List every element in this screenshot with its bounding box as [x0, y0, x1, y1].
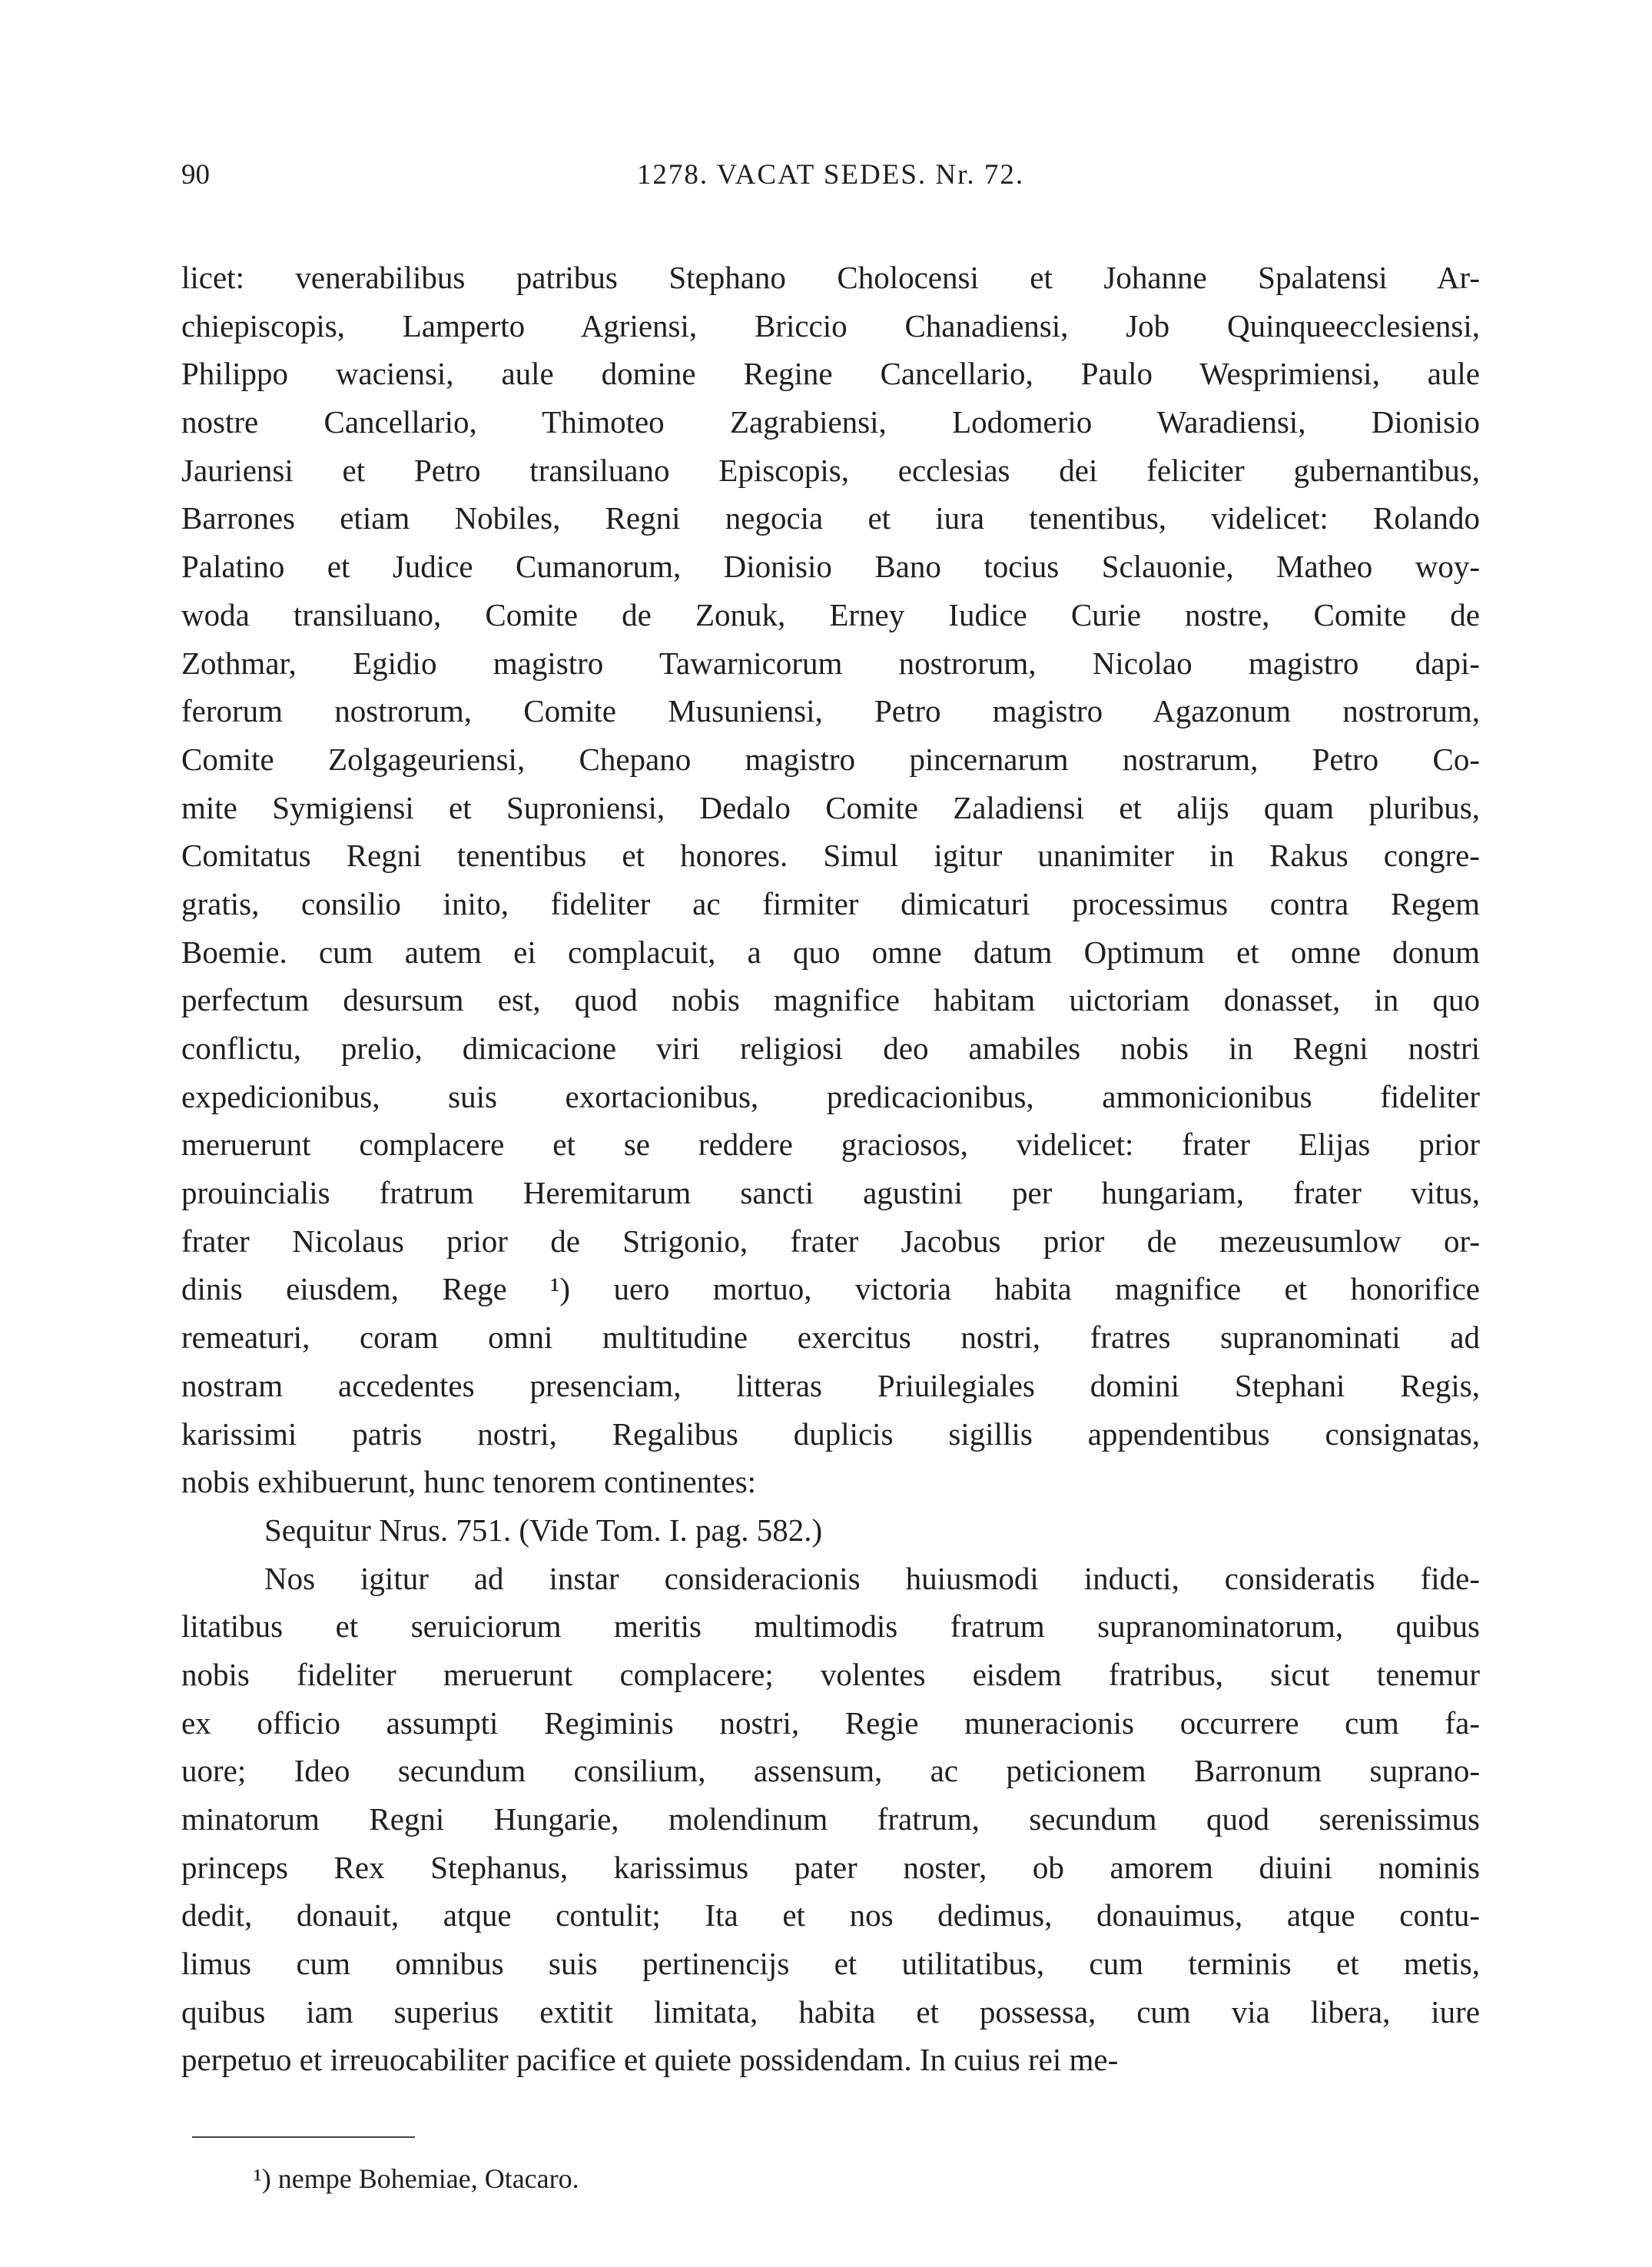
- text-line: Palatino et Judice Cumanorum, Dionisio Bano tocius Sclauonie, Matheo woy-: [181, 549, 1480, 585]
- text-line: ex officio assumpti Regiminis nostri, Regie muneracionis occurrere cum fa-: [181, 1704, 1480, 1741]
- text-line: licet: venerabilibus patribus Stephano Cholocensi et Johanne Spalatensi Ar-: [181, 260, 1480, 295]
- page-body: [181, 254, 1480, 2084]
- text-line: prouincialis fratrum Heremitarum sancti agustini per hungariam, frater vitus,: [181, 1175, 1480, 1211]
- footnote: ¹) nempe Bohemiae, Otacaro.: [254, 2163, 579, 2194]
- text-line: perpetuo et irreuocabiliter pacifice et quiete possidendam. In cuius rei me-: [181, 2042, 1119, 2078]
- text-line: limus cum omnibus suis pertinencijs et utilitatibus, cum terminis et metis,: [181, 1946, 1480, 1982]
- text-line: quibus iam superius extitit limitata, habita et possessa, cum via libera, iure: [181, 1993, 1480, 2030]
- text-line: Boemie. cum autem ei complacuit, a quo omne datum Optimum et omne donum: [181, 934, 1480, 970]
- text-line: frater Nicolaus prior de Strigonio, frater Jacobus prior de mezeusumlow or-: [181, 1223, 1480, 1259]
- paragraph-charter-intro: [181, 254, 1480, 1506]
- text-line: Zothmar, Egidio magistro Tawarnicorum nostrorum, Nicolao magistro dapi-: [181, 645, 1480, 681]
- paragraph-donation: [181, 1555, 1480, 2085]
- text-line: dinis eiusdem, Rege ¹) uero mortuo, victoria habita magnifice et honorifice: [181, 1271, 1480, 1307]
- text-line: mite Symigiensi et Suproniensi, Dedalo Comite Zaladiensi et alijs quam pluribus,: [181, 789, 1480, 825]
- running-title: 1278. VACAT SEDES. Nr. 72.: [636, 159, 1025, 191]
- text-line: expedicionibus, suis exortacionibus, predicacionibus, ammonicionibus fideliter: [181, 1078, 1480, 1114]
- text-line: chiepiscopis, Lamperto Agriensi, Briccio Chanadiensi, Job Quinqueecclesiensi,: [181, 307, 1480, 344]
- page-header: [181, 158, 1480, 212]
- sequitur-line: Sequitur Nrus. 751. (Vide Tom. I. pag. 582.): [264, 1512, 823, 1548]
- text-line: litatibus et seruiciorum meritis multimodis fratrum supranominatorum, quibus: [181, 1608, 1480, 1645]
- text-line: nostre Cancellario, Thimoteo Zagrabiensi, Lodomerio Waradiensi, Dionisio: [181, 404, 1480, 440]
- text-line: gratis, consilio inito, fideliter ac firmiter dimicaturi processimus contra Regem: [181, 885, 1480, 921]
- text-line: ferorum nostrorum, Comite Musuniensi, Petro magistro Agazonum nostrorum,: [181, 693, 1480, 729]
- text-line: meruerunt complacere et se reddere graciosos, videlicet: frater Elijas prior: [181, 1127, 1480, 1163]
- text-line: perfectum desursum est, quod nobis magnifice habitam uictoriam donasset, in quo: [181, 982, 1480, 1018]
- text-line: Barrones etiam Nobiles, Regni negocia et iura tenentibus, videlicet: Rolando: [181, 500, 1480, 536]
- text-line: Nos igitur ad instar consideracionis huiusmodi inducti, consideratis fide-: [264, 1560, 1480, 1596]
- text-line: Comitatus Regni tenentibus et honores. Simul igitur unanimiter in Rakus congre-: [181, 838, 1480, 874]
- text-line: woda transiluano, Comite de Zonuk, Erney Iudice Curie nostre, Comite de: [181, 596, 1480, 632]
- footnote-rule: [192, 2136, 415, 2138]
- text-line: princeps Rex Stephanus, karissimus pater noster, ob amorem diuini nominis: [181, 1849, 1480, 1885]
- page-number: 90: [181, 159, 210, 191]
- text-line: Comite Zolgageuriensi, Chepano magistro pincernarum nostrarum, Petro Co-: [181, 741, 1480, 777]
- text-line: karissimi patris nostri, Regalibus duplicis sigillis appendentibus consignatas,: [181, 1416, 1480, 1452]
- text-line: uore; Ideo secundum consilium, assensum, ac peticionem Barronum suprano-: [181, 1753, 1480, 1789]
- text-line: remeaturi, coram omni multitudine exercitus nostri, fratres supranominati ad: [181, 1319, 1480, 1356]
- text-line: conflictu, prelio, dimicacione viri religiosi deo amabiles nobis in Regni nostri: [181, 1031, 1480, 1066]
- text-line: minatorum Regni Hungarie, molendinum fratrum, secundum quod serenissimus: [181, 1801, 1480, 1837]
- text-line: nobis fideliter meruerunt complacere; volentes eisdem fratribus, sicut tenemur: [181, 1656, 1480, 1692]
- text-line: Philippo waciensi, aule domine Regine Cancellario, Paulo Wesprimiensi, aule: [181, 356, 1480, 392]
- text-line: nobis exhibuerunt, hunc tenorem continentes:: [181, 1464, 757, 1500]
- text-line: nostram accedentes presenciam, litteras Priuilegiales domini Stephani Regis,: [181, 1367, 1480, 1403]
- text-line: dedit, donauit, atque contulit; Ita et nos dedimus, donauimus, atque contu-: [181, 1897, 1480, 1933]
- text-line: Jauriensi et Petro transiluano Episcopis, ecclesias dei feliciter gubernantibus,: [181, 452, 1480, 488]
